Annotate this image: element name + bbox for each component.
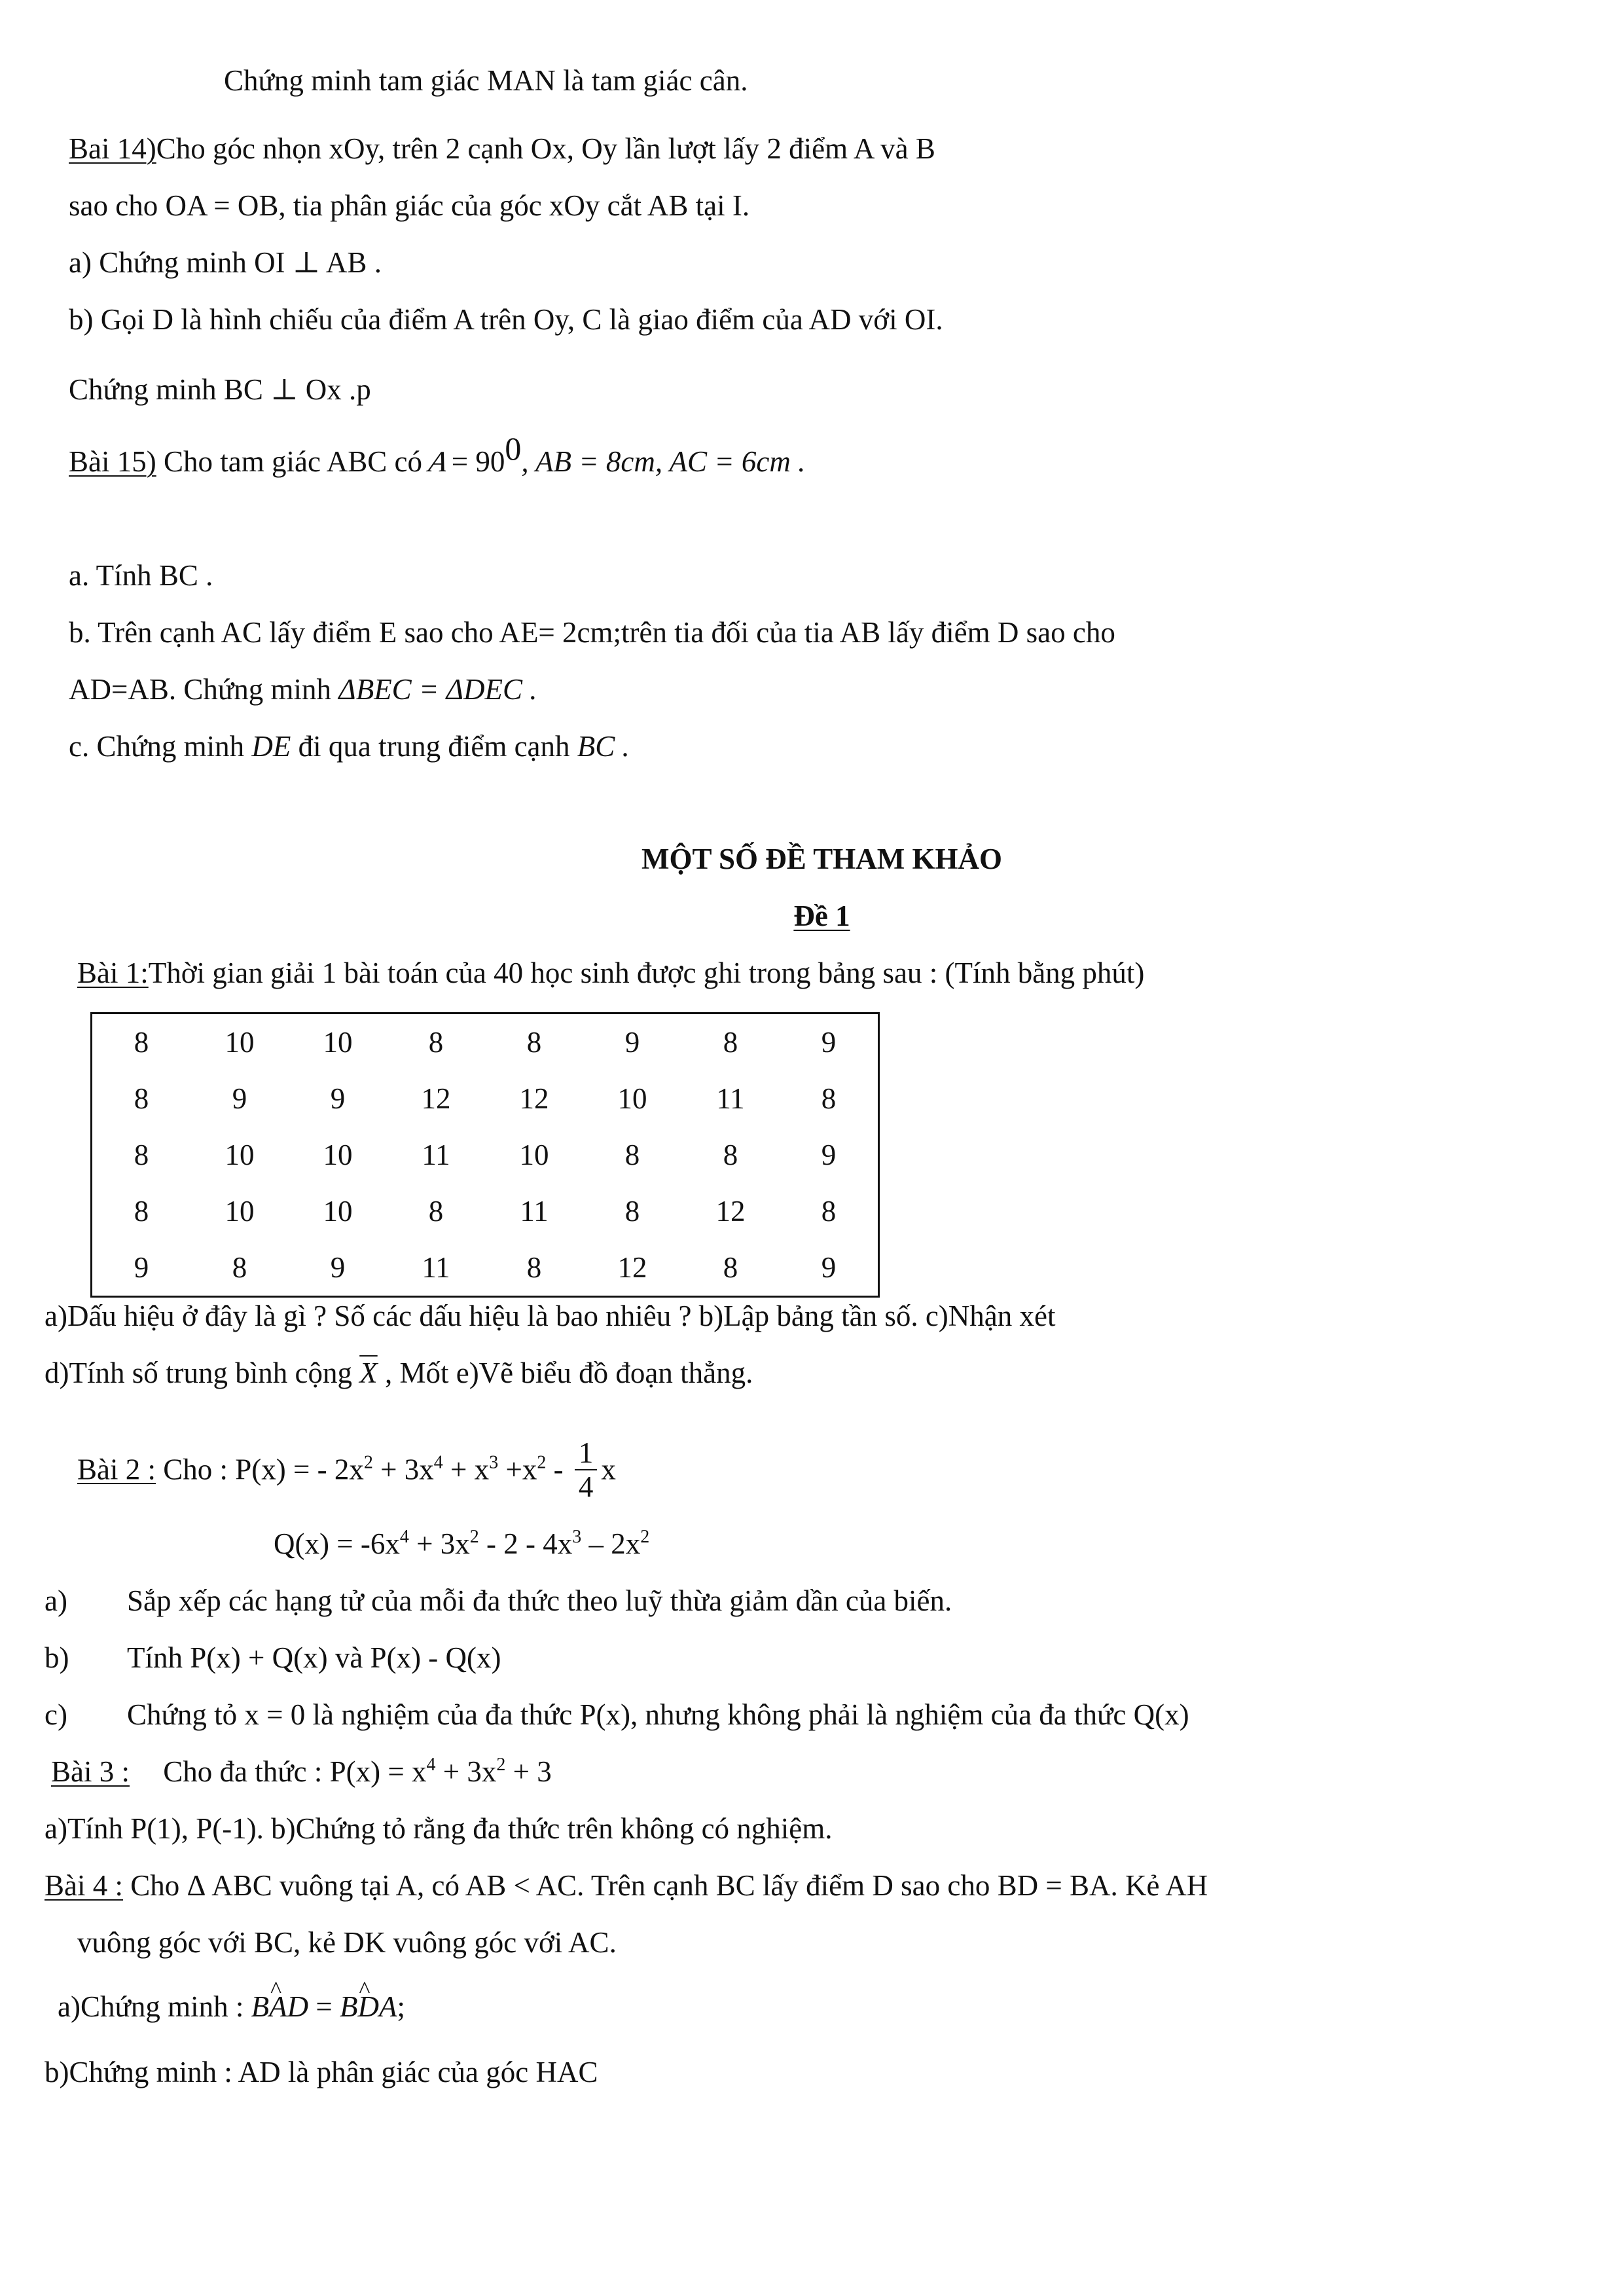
q-term2: + 3x [408, 1527, 470, 1560]
bai1-q2-pre: d)Tính số trung bình cộng [45, 1357, 352, 1389]
bai15-a: a. Tính BC . [69, 559, 213, 592]
q-term1: Q(x) = -6x [274, 1527, 400, 1560]
p-term1: P(x) = - 2x [235, 1453, 364, 1486]
bai2-b: Tính P(x) + Q(x) và P(x) - Q(x) [127, 1641, 501, 1674]
bai15-b-text: AD=AB. Chứng minh [69, 673, 332, 706]
bai4-a [58, 1988, 405, 2026]
table-cell: 8 [134, 1082, 149, 1115]
bai15-line1 [69, 430, 806, 481]
bai3-line [51, 1753, 552, 1791]
bai15-c [69, 727, 630, 765]
table-cell: 11 [422, 1251, 450, 1284]
de-title: Đề 1 [793, 900, 850, 932]
bai14-b: b) Gọi D là hình chiếu của điểm A trên Oy, C là giao điểm của AD với OI. [69, 303, 943, 336]
table-row [92, 1239, 879, 1297]
table-cell: 10 [323, 1195, 353, 1228]
bai3-p1: Cho đa thức : P(x) = x [163, 1755, 427, 1788]
table-cell: 9 [330, 1251, 346, 1284]
q-term3: - 2 - 4x [478, 1527, 573, 1560]
table-cell: 10 [225, 1026, 255, 1059]
table-cell: 9 [134, 1251, 149, 1284]
bai4-a-eq: = [308, 1990, 340, 2023]
bai15-b-line2 [69, 670, 537, 708]
bai1-label: Bài 1: [77, 957, 149, 989]
bai1-q1: a)Dấu hiệu ở đây là gì ? Số các dấu hiệu là bao nhiêu ? b)Lập bảng tần số. c)Nhận xét [45, 1300, 1056, 1332]
q-exp3: 3 [572, 1527, 582, 1547]
bai2-q-line [274, 1525, 649, 1563]
q-term4: – 2x [581, 1527, 641, 1560]
angle-bda [340, 1990, 397, 2023]
angle-bad-vertex: ^ A [269, 1988, 287, 2026]
p-term5: - [546, 1453, 564, 1486]
table-cell: 9 [232, 1082, 247, 1115]
mean-x-symbol: $\overline{X}$ [359, 1357, 378, 1389]
q-exp2: 2 [469, 1527, 479, 1547]
table-cell: 10 [519, 1139, 549, 1171]
table-cell: 9 [330, 1082, 346, 1115]
table-cell: 8 [723, 1026, 738, 1059]
table-cell: 10 [323, 1139, 353, 1171]
bai1-text: Thời gian giải 1 bài toán của 40 học sinh được ghi trong bảng sau : (Tính bằng phút) [148, 957, 1145, 989]
table-cell: 9 [821, 1139, 837, 1171]
bai1-q2-post: , Mốt e)Vẽ biểu đồ đoạn thẳng. [384, 1357, 753, 1389]
degree-symbol: 0 [505, 430, 522, 467]
section-title: MỘT SỐ ĐỀ THAM KHẢO [641, 843, 1002, 875]
p-exp4: 2 [537, 1452, 547, 1473]
p-term3: + x [442, 1453, 490, 1486]
angle-bda-vertex: ^ D [358, 1988, 380, 2026]
table-row [92, 1183, 879, 1239]
bai15-b-math: ΔBEC = ΔDEC . [338, 673, 537, 706]
bai4-line1 [45, 1867, 1208, 1904]
bai15-label: Bài 15) [69, 445, 156, 478]
fraction-one-quarter [575, 1436, 598, 1503]
table-cell: 8 [723, 1251, 738, 1284]
table-row [92, 1070, 879, 1127]
table-cell: 8 [428, 1195, 444, 1228]
table-cell: 8 [134, 1195, 149, 1228]
p-exp2: 4 [433, 1452, 443, 1473]
bai14-label: Bai 14) [69, 132, 156, 165]
p-term2: + 3x [372, 1453, 434, 1486]
table-cell: 11 [422, 1139, 450, 1171]
bai1-q2 [45, 1354, 753, 1392]
bai15-c-math1: DE [251, 730, 291, 763]
table-cell: 9 [821, 1026, 837, 1059]
bai15-c-math2: BC . [577, 730, 630, 763]
bai3-p2: + 3x [435, 1755, 497, 1788]
bai2-a-label: a) [45, 1584, 67, 1617]
intro-line: Chứng minh tam giác MAN là tam giác cân. [224, 64, 748, 97]
table-cell: 11 [716, 1082, 745, 1115]
angle-bad-b: B [251, 1990, 270, 2023]
table-cell: 8 [428, 1026, 444, 1059]
table-cell: 8 [232, 1251, 247, 1284]
table-cell: 10 [225, 1195, 255, 1228]
bai4-label: Bài 4 : [45, 1869, 123, 1902]
q-exp1: 4 [399, 1527, 409, 1547]
bai3-exp1: 4 [426, 1755, 436, 1775]
bai3-p3: + 3 [505, 1755, 552, 1788]
angle-a-symbol: A [426, 445, 451, 478]
bai15-c-pre: c. Chứng minh [69, 730, 245, 763]
table-cell: 10 [617, 1082, 647, 1115]
bai3-label: Bài 3 : [51, 1755, 130, 1788]
table-cell: 10 [323, 1026, 353, 1059]
table-row [92, 1013, 879, 1071]
bai2-label: Bài 2 : [77, 1453, 156, 1486]
bai3-a: a)Tính P(1), P(-1). b)Chứng tỏ rằng đa thức trên không có nghiệm. [45, 1812, 833, 1845]
table-cell: 12 [519, 1082, 549, 1115]
bai4-a-pre: a)Chứng minh : [58, 1990, 244, 2023]
fraction-numerator: 1 [575, 1436, 598, 1470]
table-cell: 8 [723, 1139, 738, 1171]
table-cell: 8 [624, 1195, 640, 1228]
angle-bad [251, 1990, 309, 2023]
table-cell: 8 [134, 1026, 149, 1059]
bai14-conclusion: Chứng minh BC ⊥ Ox .p [69, 373, 371, 406]
bai2-c-label: c) [45, 1698, 67, 1731]
bai2-cho: Cho : [163, 1453, 228, 1486]
angle-bda-b: B [340, 1990, 358, 2023]
p-term4: +x [498, 1453, 537, 1486]
bai15-intro: Cho tam giác ABC có [163, 445, 422, 478]
bai15-rest: , AB = 8cm, AC = 6cm . [521, 445, 806, 478]
table-cell: 8 [134, 1139, 149, 1171]
bai2-c: Chứng tỏ x = 0 là nghiệm của đa thức P(x), nhưng không phải là nghiệm của đa thức Q(x) [127, 1698, 1189, 1731]
bai14-a: a) Chứng minh OI ⊥ AB . [69, 246, 382, 279]
table-cell: 8 [526, 1026, 542, 1059]
table-cell: 9 [624, 1026, 640, 1059]
bai4-text1: Cho Δ ABC vuông tại A, có AB < AC. Trên cạnh BC lấy điểm D sao cho BD = BA. Kẻ AH [130, 1869, 1208, 1902]
table-cell: 9 [821, 1251, 837, 1284]
bai2-b-label: b) [45, 1641, 69, 1674]
table-row [92, 1127, 879, 1183]
table-cell: 12 [617, 1251, 647, 1284]
bai14-line2: sao cho OA = OB, tia phân giác của góc xOy cắt AB tại I. [69, 189, 750, 222]
bai3-exp2: 2 [496, 1755, 506, 1775]
bai2-a: Sắp xếp các hạng tử của mỗi đa thức theo luỹ thừa giảm dần của biến. [127, 1584, 952, 1617]
table-cell: 12 [715, 1195, 746, 1228]
p-exp1: 2 [363, 1452, 373, 1473]
bai4-a-end: ; [397, 1990, 406, 2023]
table-cell: 10 [225, 1139, 255, 1171]
bai15-b-line1: b. Trên cạnh AC lấy điểm E sao cho AE= 2cm;trên tia đối của tia AB lấy điểm D sao cho [69, 616, 1115, 649]
table-cell: 8 [821, 1195, 837, 1228]
p-exp3: 3 [489, 1452, 499, 1473]
bai14-line1 [69, 130, 935, 168]
table-cell: 8 [821, 1082, 837, 1115]
data-table [90, 1012, 880, 1298]
angle-bda-a: A [379, 1990, 397, 2023]
table-cell: 12 [421, 1082, 451, 1115]
bai15-c-mid: đi qua trung điểm cạnh [298, 730, 570, 763]
fraction-denominator: 4 [578, 1470, 594, 1503]
p-end: x [601, 1453, 616, 1486]
bai2-p-line [77, 1436, 616, 1506]
bai15-angle-eq: = 90 [451, 445, 505, 478]
angle-bad-d: D [287, 1990, 309, 2023]
table-cell: 11 [520, 1195, 549, 1228]
q-exp4: 2 [640, 1527, 650, 1547]
table-cell: 8 [624, 1139, 640, 1171]
table-cell: 8 [526, 1251, 542, 1284]
bai4-b: b)Chứng minh : AD là phân giác của góc HAC [45, 2056, 598, 2088]
bai1-line [77, 954, 1144, 992]
bai4-line2: vuông góc với BC, kẻ DK vuông góc với AC. [77, 1926, 617, 1959]
bai14-text: Cho góc nhọn xOy, trên 2 cạnh Ox, Oy lần lượt lấy 2 điểm A và B [156, 132, 935, 165]
